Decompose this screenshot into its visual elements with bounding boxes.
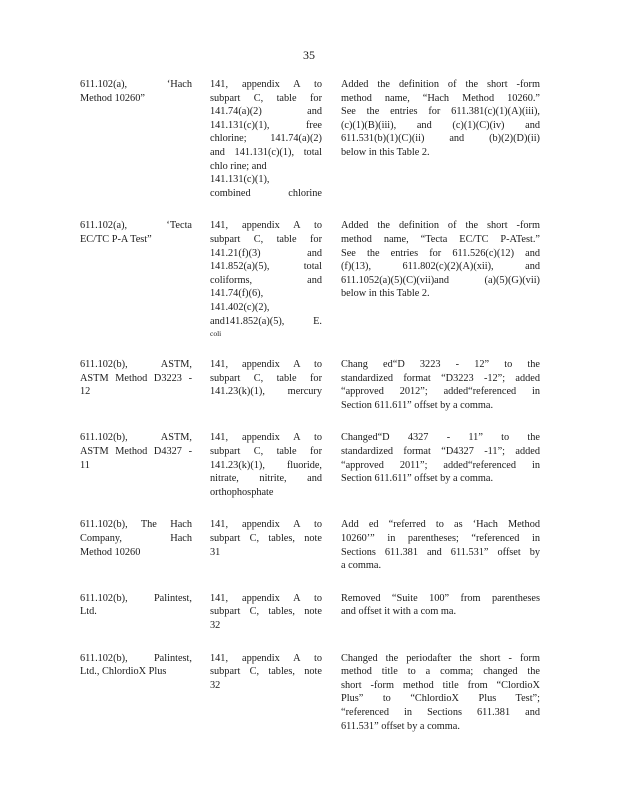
text-line: Chang ed“D 3223 - 12” to the <box>341 359 540 371</box>
text-line: 141, appendix A to <box>210 519 322 531</box>
reference-cell <box>210 78 322 200</box>
text-line: chlorine; 141.74(a)(2) <box>210 133 322 145</box>
text-line: Company, Hach <box>80 533 192 545</box>
text-line: Add ed “referred to as ‘Hach Method <box>341 519 540 531</box>
text-line: 141.21(f)(3) and <box>210 247 322 259</box>
text-line: EC/TC P-A Test” <box>80 233 152 245</box>
section-cell <box>80 358 192 399</box>
text-line: below in this Table 2. <box>341 146 430 158</box>
text-line: See the entries for 611.381(c)(1)(A)(iii), <box>341 106 540 118</box>
text-line: 141.23(k)(1), fluoride, <box>210 459 322 471</box>
table-row <box>80 518 540 572</box>
reference-cell <box>210 219 322 339</box>
text-line: 32 <box>210 620 221 631</box>
text-line: and141.852(a)(5), E. <box>210 315 322 327</box>
reference-cell <box>210 358 322 399</box>
text-line: subpart C, tables, note <box>210 533 322 545</box>
text-line: and offset it with a com ma. <box>341 606 457 618</box>
description-cell <box>341 431 540 485</box>
section-cell <box>80 219 192 246</box>
description-cell <box>341 652 540 734</box>
reference-cell <box>210 518 322 559</box>
text-line: subpart C, table for <box>210 92 322 104</box>
section-cell <box>80 431 192 472</box>
page-number: 35 <box>303 48 315 62</box>
text-line: 611.102(b), The Hach <box>80 519 192 531</box>
text-line: method title to a comma; changed the <box>341 666 540 678</box>
text-line: 611.102(a), ‘Tecta <box>80 220 192 232</box>
reference-cell <box>210 431 322 499</box>
text-line: standardized format “D3223 -12”; added <box>341 372 540 384</box>
text-line: 611.1052(a)(5)(C)(vii)and (a)(5)(G)(vii) <box>341 274 540 286</box>
text-line: and 141.131(c)(1), total <box>210 146 322 158</box>
text-line: 611.531” offset by a comma. <box>341 720 460 732</box>
text-line: Section 611.611” offset by a comma. <box>341 473 494 485</box>
text-line: standardized format “D4327 -11”; added <box>341 446 540 458</box>
text-line: subpart C, tables, note <box>210 606 322 618</box>
description-cell <box>341 358 540 412</box>
text-line: subpart C, table for <box>210 233 322 245</box>
text-line: ASTM Method D4327 - <box>80 446 192 458</box>
text-line: 141.402(c)(2), <box>210 301 270 313</box>
text-line: Method 10260 <box>80 546 141 558</box>
table-row <box>80 78 540 200</box>
text-line: See the entries for 611.526(c)(12) and <box>341 247 540 259</box>
text-line: 141, appendix A to <box>210 220 322 232</box>
text-line: subpart C, table for <box>210 372 322 384</box>
description-cell <box>341 78 540 160</box>
text-line: method name, “Tecta EC/TC P-ATest.” <box>341 233 540 245</box>
text-line: 141.74(a)(2) and <box>210 106 322 118</box>
text-line: method name, “Hach Method 10260.” <box>341 92 540 104</box>
text-line: 611.102(b), ASTM, <box>80 359 192 371</box>
text-line: Ltd. <box>80 606 97 618</box>
text-line: Plus” to “ChlordioX Plus Test”; <box>341 693 540 705</box>
text-line: Sections 611.381 and 611.531” offset by <box>341 546 540 558</box>
table-row <box>80 592 540 633</box>
text-line: a comma. <box>341 560 382 572</box>
text-line: 141.23(k)(1), mercury <box>210 386 322 398</box>
reference-cell <box>210 652 322 693</box>
description-cell <box>341 518 540 572</box>
text-line: 611.531(b)(1)(C)(ii) and (b)(2)(D)(ii) <box>341 133 540 145</box>
text-line: “referenced in Sections 611.381 and <box>341 706 540 718</box>
text-line: Added the definition of the short -form <box>341 79 540 90</box>
text-line: 611.102(b), Palintest, <box>80 652 192 664</box>
text-line: 11 <box>80 459 90 471</box>
text-line: 141, appendix A to <box>210 359 322 371</box>
section-cell <box>80 518 192 559</box>
text-line: 141, appendix A to <box>210 432 322 444</box>
text-line: Section 611.611” offset by a comma. <box>341 399 494 411</box>
text-line: 141, appendix A to <box>210 652 322 664</box>
text-line: subpart C, tables, note <box>210 666 322 678</box>
text-line: Added the definition of the short -form <box>341 220 540 232</box>
text-line: (f)(13), 611.802(c)(2)(A)(xii), and <box>341 261 540 273</box>
text-line: below in this Table 2. <box>341 288 430 300</box>
section-cell <box>80 592 192 619</box>
text-line: 611.102(b), ASTM, <box>80 432 192 444</box>
text-line: combined chlorine <box>210 187 322 199</box>
text-line: subpart C, table for <box>210 446 322 458</box>
reference-cell <box>210 592 322 633</box>
text-line: 141.131(c)(1), free <box>210 119 322 131</box>
text-line: Ltd., ChlordioX Plus <box>80 666 167 678</box>
table-row <box>80 219 540 339</box>
text-line: 141.131(c)(1), <box>210 174 270 186</box>
text-line: 611.102(a), ‘Hach <box>80 79 192 90</box>
text-line: 141, appendix A to <box>210 592 322 604</box>
text-line: 141.852(a)(5), total <box>210 261 322 273</box>
text-line: Changed the periodafter the short - form <box>341 652 540 664</box>
text-line: 12 <box>80 386 91 398</box>
text-line: coliforms, and <box>210 274 322 286</box>
section-cell <box>80 78 192 105</box>
text-line: orthophosphate <box>210 486 274 498</box>
table-row <box>80 358 540 412</box>
text-line: nitrate, nitrite, and <box>210 473 322 485</box>
text-line: “approved 2011”; added“referenced in <box>341 459 540 471</box>
text-line: 141.74(f)(6), <box>210 288 264 300</box>
text-line: coli <box>210 329 222 339</box>
text-line: “approved 2012”; added“referenced in <box>341 386 540 398</box>
table-row <box>80 652 540 734</box>
text-line: 31 <box>210 546 221 558</box>
description-cell <box>341 219 540 301</box>
text-line: chlo rine; and <box>210 160 267 172</box>
table-row <box>80 431 540 499</box>
text-line: (c)(1)(B)(iii), and (c)(1)(C)(iv) and <box>341 119 540 131</box>
amendments-table <box>80 78 540 752</box>
text-line: 32 <box>210 679 221 691</box>
description-cell <box>341 592 540 619</box>
text-line: Changed“D 4327 - 11” to the <box>341 432 540 444</box>
text-line: ASTM Method D3223 - <box>80 372 192 384</box>
text-line: 10260’” in parentheses; “referenced in <box>341 533 540 545</box>
text-line: short -form method title from “ClordioX <box>341 679 540 691</box>
text-line: 141, appendix A to <box>210 79 322 90</box>
section-cell <box>80 652 192 679</box>
text-line: Removed “Suite 100” from parentheses <box>341 592 540 604</box>
text-line: 611.102(b), Palintest, <box>80 592 192 604</box>
text-line: Method 10260” <box>80 92 145 104</box>
